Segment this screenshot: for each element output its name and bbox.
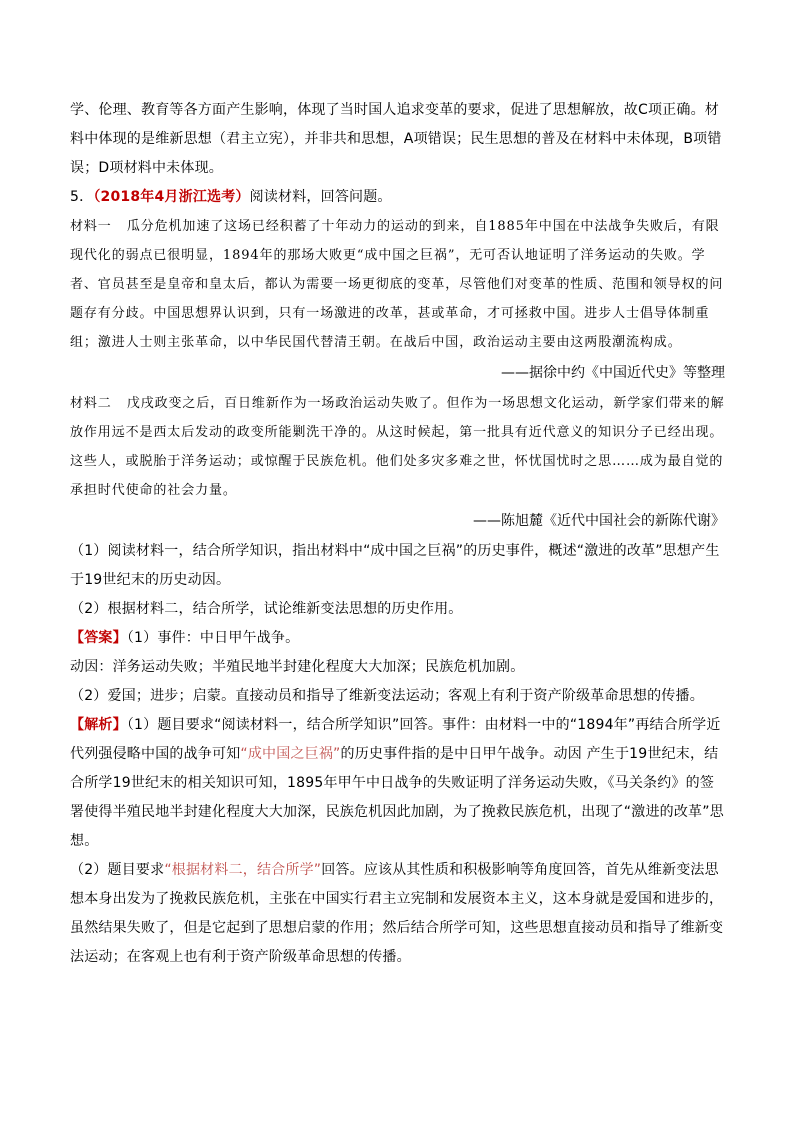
analysis-1 xyxy=(70,711,725,856)
analysis-1-part-b: 的历史事件指的是中日甲午战争。动因 产生于19世纪末，结合所学19世纪末的相关知识可知，1895年甲午中日战争的失败证明了洋务运动失败，《马关条约》的签署使得半殖民地半封建化程度大大加深，民族危机因此加剧，为了挽救民族危机，出现了“激进的改革”思想。 xyxy=(70,746,724,849)
document-page xyxy=(70,96,725,972)
answer-1-cause: 动因：洋务运动失败；半殖民地半封建化程度大大加深；民族危机加剧。 xyxy=(70,659,525,675)
answer-1 xyxy=(70,624,725,653)
answer-tag: 【答案】 xyxy=(70,630,127,646)
material-2-label: 材料二 xyxy=(70,396,112,411)
material-1-source: ——据徐中约《中国近代史》等整理 xyxy=(501,365,725,381)
previous-analysis: 学、伦理、教育等各方面产生影响，体现了当时国人追求变革的要求，促进了思想解放，故C项正确。材料中体现的是维新思想（君主立宪），并非共和思想，A项错误；民生思想的普及在材料中未体现，B项错误；D项材料中未体现。 xyxy=(70,102,722,176)
material-2-source: ——陈旭麓《近代中国社会的新陈代谢》 xyxy=(473,513,725,529)
analysis-2-part-b: 回答。应该从其性质和积极影响等角度回答，首先从维新变法思想本身出发为了挽救民族危机，主张在中国实行君主立宪制和发展资本主义，这本身就是爱国和进步的，虽然结果失败了，但是它起到了思想启蒙的作用；然后结合所学可知，这些思想直接动员和指导了维新变法运动；在客观上也有利于资产阶级革命思想的传播。 xyxy=(70,862,724,965)
material-1-text: 瓜分危机加速了这场已经积蓄了十年动力的运动的到来，自1885年中国在中法战争失败后，有限现代化的弱点已很明显，1894年的那场大败更“成中国之巨祸”，无可否认地证明了洋务运动的失败。学者、官员甚至是皇帝和皇太后，都认为需要一场更彻底的变革，尽管他们对变革的性质、范围和领导权的问题存有分歧。中国思想界认识到，只有一场激进的改革，甚或革命，才可拯救中国。进步人士倡导体制重组；激进人士则主张革命，以中华民国代替清王朝。在战后中国，政治运动主要由这两股潮流构成。 xyxy=(70,219,724,350)
analysis-tag: 【解析】 xyxy=(70,717,127,733)
answer-2: （2）爱国；进步；启蒙。直接动员和指导了维新变法运动；客观上有利于资产阶级革命思想的传播。 xyxy=(70,688,704,704)
material-2-text: 戊戌政变之后，百日维新作为一场政治运动失败了。但作为一场思想文化运动，新学家们带来的解放作用远不是西太后发动的政变所能剿洗干净的。从这时候起，第一批具有近代意义的知识分子已经出现。这些人，或脱胎于洋务运动；或惊醒于民族危机。他们处多灾多难之世，怀忧国忧时之思……成为最自觉的承担时代使命的社会力量。 xyxy=(70,396,725,498)
material-2 xyxy=(70,389,725,505)
analysis-2-part-a: （2）题目要求 xyxy=(70,862,165,878)
analysis-2-highlight: “根据材料二，结合所学” xyxy=(164,862,322,878)
sub-question-2: （2）根据材料二，结合所学，试论维新变法思想的历史作用。 xyxy=(70,601,463,617)
analysis-2 xyxy=(70,856,725,972)
question-prompt: 阅读材料，回答问题。 xyxy=(249,189,392,205)
answer-1-text: （1）事件：中日甲午战争。 xyxy=(126,630,300,646)
sub-question-1: （1）阅读材料一，结合所学知识，指出材料中“成中国之巨祸”的历史事件，概述“激进的改革”思想产生于19世纪末的历史动因。 xyxy=(70,543,720,588)
material-1-label: 材料一 xyxy=(70,219,112,234)
material-1 xyxy=(70,212,725,357)
question-number: 5． xyxy=(70,189,94,205)
analysis-1-part-a: （1）题目要求“阅读材料一，结合所学知识”回答。事件：由材料一中的“1894年”再结合所学近代列强侵略中国的战争可知 xyxy=(70,717,721,762)
analysis-1-highlight: “成中国之巨祸” xyxy=(240,746,341,762)
question-source-tag: （2018年4月浙江选考） xyxy=(93,189,250,205)
question-heading xyxy=(70,183,725,212)
